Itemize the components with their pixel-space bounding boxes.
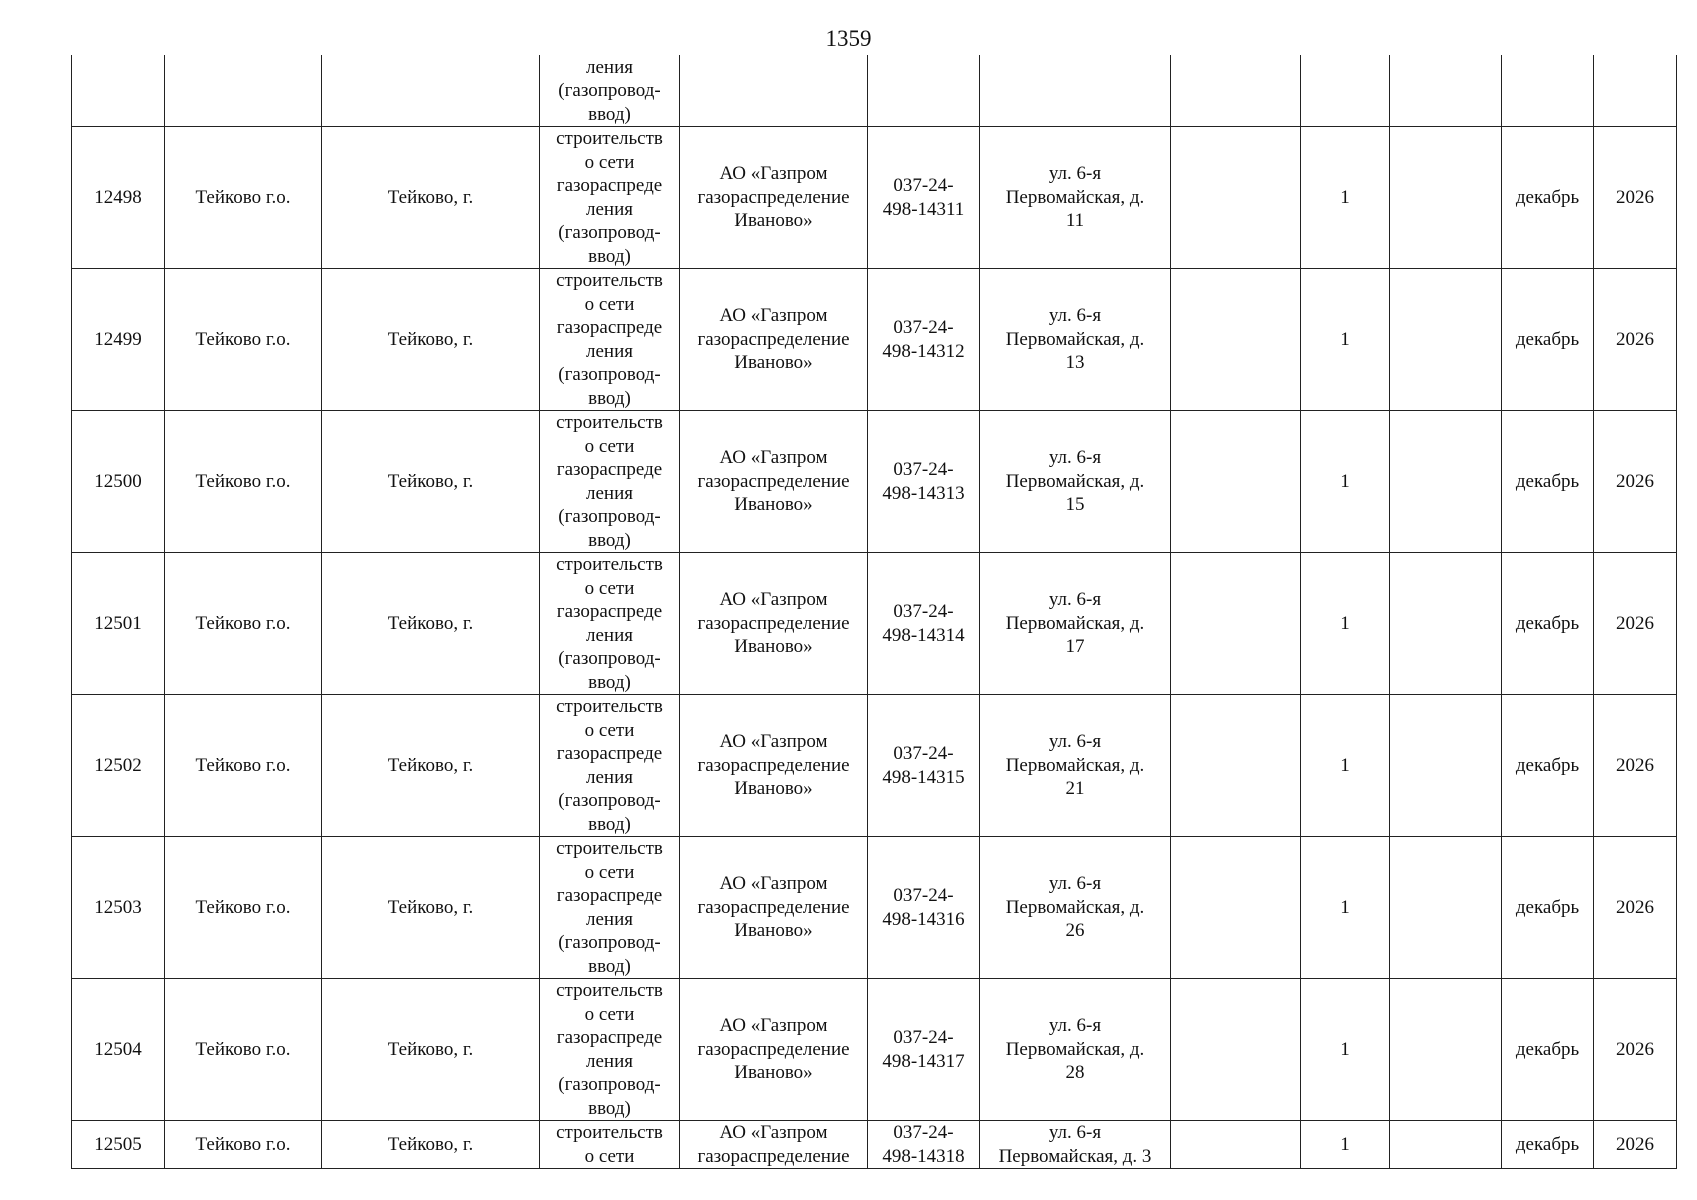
cell-line: Иваново»: [734, 352, 813, 374]
cell-empty: [1390, 553, 1502, 695]
cell-count: 1: [1301, 1121, 1390, 1169]
cell-empty: [1390, 1121, 1502, 1169]
cell-line: строительств: [556, 412, 663, 433]
table-row: [72, 837, 1677, 979]
cell-district: Тейково г.о.: [165, 1121, 322, 1169]
cell-count: 1: [1301, 695, 1390, 837]
cell-line: Первомайская, д. 3: [998, 1145, 1152, 1167]
cell-line: 15: [1065, 494, 1085, 516]
cell-line: 037-24-: [893, 743, 954, 764]
cell-line: ул. 6-я: [1048, 731, 1102, 753]
cell-settlement: Тейково, г.: [322, 269, 540, 411]
cell-work-type: [540, 1121, 680, 1169]
cell-settlement: [322, 55, 540, 127]
cell-line: Первомайская, д.: [1005, 470, 1145, 492]
cell-line: ул. 6-я: [1048, 1122, 1102, 1143]
table-row: [72, 411, 1677, 553]
cell-address: [980, 695, 1171, 837]
cell-line: Иваново»: [734, 1062, 813, 1084]
cell-line: строительств: [556, 554, 663, 575]
work-line: ления: [586, 56, 633, 78]
cell-line: ул. 6-я: [1048, 873, 1102, 895]
cell-line: АО «Газпром: [719, 589, 828, 611]
cell-id: 12504: [72, 979, 165, 1121]
cell-line: ввод): [588, 387, 631, 409]
cell-empty: [1171, 127, 1301, 269]
cell-line: 037-24-: [893, 1122, 954, 1143]
cell-id: 12501: [72, 553, 165, 695]
cell-empty: [1390, 837, 1502, 979]
page-number: 1359: [825, 26, 872, 51]
cell-line: ления: [586, 482, 633, 504]
cell-line: Первомайская, д.: [1005, 328, 1145, 350]
cell-line: газораспреде: [556, 601, 663, 622]
cell-line: строительств: [556, 696, 663, 717]
cell-organization: [680, 1121, 868, 1169]
cell-line: ввод): [588, 529, 631, 551]
cell-line: 17: [1065, 636, 1085, 658]
cell-line: о сети: [584, 293, 635, 315]
cell-empty: [1390, 411, 1502, 553]
cell-line: газораспределение: [697, 328, 850, 350]
cell-line: Первомайская, д.: [1005, 186, 1145, 208]
cell-line: газораспреде: [556, 175, 663, 196]
cell-count: 1: [1301, 553, 1390, 695]
cell-work-type: [540, 127, 680, 269]
work-line: ввод): [588, 103, 631, 125]
cell-organization: [680, 411, 868, 553]
cell-line: газораспреде: [556, 743, 663, 764]
cell-code: [868, 127, 980, 269]
table-row: [72, 553, 1677, 695]
cell-address: [980, 553, 1171, 695]
cell-line: Иваново»: [734, 210, 813, 232]
cell-line: о сети: [584, 577, 635, 599]
table-row-continued: [72, 55, 1677, 127]
cell-line: АО «Газпром: [719, 1015, 828, 1037]
cell-empty: [1171, 269, 1301, 411]
cell-year: 2026: [1594, 127, 1677, 269]
cell-code: [868, 269, 980, 411]
cell-line: строительств: [556, 270, 663, 291]
cell-line: газораспределение: [697, 186, 850, 208]
cell-line: газораспределение: [697, 1145, 850, 1167]
cell-count: [1301, 55, 1390, 127]
cell-address: [980, 127, 1171, 269]
cell-id: 12500: [72, 411, 165, 553]
cell-line: о сети: [584, 151, 635, 173]
cell-address: [980, 269, 1171, 411]
cell-line: газораспреде: [556, 885, 663, 906]
cell-code: [868, 979, 980, 1121]
cell-count: 1: [1301, 269, 1390, 411]
cell-organization: [680, 55, 868, 127]
cell-line: 21: [1065, 778, 1085, 800]
cell-line: о сети: [584, 861, 635, 883]
cell-line: о сети: [584, 435, 635, 457]
cell-line: Первомайская, д.: [1005, 896, 1145, 918]
cell-line: ввод): [588, 671, 631, 693]
cell-district: [165, 55, 322, 127]
cell-work-type: [540, 837, 680, 979]
cell-line: Первомайская, д.: [1005, 612, 1145, 634]
cell-line: Иваново»: [734, 494, 813, 516]
cell-work-type: [540, 979, 680, 1121]
cell-line: 26: [1065, 920, 1085, 942]
cell-code: [868, 553, 980, 695]
cell-settlement: Тейково, г.: [322, 127, 540, 269]
cell-line: 037-24-: [893, 459, 954, 480]
cell-district: Тейково г.о.: [165, 553, 322, 695]
register-body: [72, 55, 1677, 1169]
cell-line: газораспределение: [697, 896, 850, 918]
cell-organization: [680, 979, 868, 1121]
cell-code: [868, 411, 980, 553]
cell-month: декабрь: [1502, 553, 1594, 695]
cell-district: Тейково г.о.: [165, 979, 322, 1121]
cell-line: Иваново»: [734, 920, 813, 942]
cell-line: ул. 6-я: [1048, 163, 1102, 185]
cell-line: 037-24-: [893, 601, 954, 622]
cell-settlement: Тейково, г.: [322, 411, 540, 553]
cell-line: ления: [586, 624, 633, 646]
cell-count: 1: [1301, 979, 1390, 1121]
cell-line: ввод): [588, 1097, 631, 1119]
cell-month: декабрь: [1502, 127, 1594, 269]
cell-line: (газопровод-: [558, 1074, 661, 1095]
cell-month: декабрь: [1502, 695, 1594, 837]
cell-year: 2026: [1594, 269, 1677, 411]
table-row: [72, 695, 1677, 837]
table-row: [72, 1121, 1677, 1169]
cell-month: декабрь: [1502, 837, 1594, 979]
cell-settlement: Тейково, г.: [322, 837, 540, 979]
cell-count: 1: [1301, 837, 1390, 979]
cell-line: газораспреде: [556, 1027, 663, 1048]
cell-line: 13: [1065, 352, 1085, 374]
cell-month: [1502, 55, 1594, 127]
cell-line: АО «Газпром: [719, 873, 828, 895]
cell-line: Первомайская, д.: [1005, 754, 1145, 776]
cell-line: ввод): [588, 245, 631, 267]
cell-work-type: [540, 269, 680, 411]
cell-line: 498-14311: [882, 198, 965, 220]
cell-line: 037-24-: [893, 317, 954, 338]
cell-line: (газопровод-: [558, 790, 661, 811]
cell-line: (газопровод-: [558, 648, 661, 669]
cell-line: строительств: [556, 980, 663, 1001]
cell-settlement: Тейково, г.: [322, 553, 540, 695]
cell-line: газораспределение: [697, 754, 850, 776]
cell-organization: [680, 695, 868, 837]
cell-line: Первомайская, д.: [1005, 1038, 1145, 1060]
cell-line: строительств: [556, 838, 663, 859]
cell-organization: [680, 553, 868, 695]
cell-line: 037-24-: [893, 885, 954, 906]
cell-month: декабрь: [1502, 411, 1594, 553]
cell-line: АО «Газпром: [719, 1122, 828, 1143]
cell-district: Тейково г.о.: [165, 837, 322, 979]
cell-line: АО «Газпром: [719, 305, 828, 327]
cell-year: 2026: [1594, 695, 1677, 837]
cell-year: 2026: [1594, 979, 1677, 1121]
cell-line: ул. 6-я: [1048, 447, 1102, 469]
cell-line: АО «Газпром: [719, 447, 828, 469]
cell-line: ул. 6-я: [1048, 589, 1102, 611]
cell-line: 498-14317: [882, 1050, 965, 1072]
cell-id: 12498: [72, 127, 165, 269]
cell-empty: [1390, 127, 1502, 269]
cell-work-type: [540, 411, 680, 553]
cell-count: 1: [1301, 411, 1390, 553]
table-row: [72, 127, 1677, 269]
cell-empty: [1171, 1121, 1301, 1169]
cell-line: газораспределение: [697, 612, 850, 634]
cell-district: Тейково г.о.: [165, 127, 322, 269]
cell-address: [980, 411, 1171, 553]
cell-line: ления: [586, 908, 633, 930]
cell-line: 11: [1065, 210, 1085, 232]
cell-line: ления: [586, 198, 633, 220]
cell-empty: [1171, 411, 1301, 553]
cell-empty: [1171, 979, 1301, 1121]
cell-line: ул. 6-я: [1048, 305, 1102, 327]
cell-line: 037-24-: [893, 1027, 954, 1048]
register-table: [71, 55, 1677, 1169]
table-row: [72, 979, 1677, 1121]
cell-address: [980, 837, 1171, 979]
cell-line: газораспределение: [697, 1038, 850, 1060]
cell-line: о сети: [584, 719, 635, 741]
cell-line: ввод): [588, 955, 631, 977]
cell-empty: [1171, 695, 1301, 837]
cell-year: [1594, 55, 1677, 127]
cell-line: Иваново»: [734, 636, 813, 658]
cell-year: 2026: [1594, 411, 1677, 553]
cell-organization: [680, 269, 868, 411]
cell-month: декабрь: [1502, 1121, 1594, 1169]
cell-code: [868, 837, 980, 979]
cell-line: строительств: [556, 1122, 663, 1143]
work-line: (газопровод-: [558, 80, 661, 101]
cell-line: 498-14314: [882, 624, 965, 646]
cell-district: Тейково г.о.: [165, 269, 322, 411]
cell-empty: [1171, 837, 1301, 979]
cell-settlement: Тейково, г.: [322, 695, 540, 837]
cell-line: ления: [586, 766, 633, 788]
cell-id: 12502: [72, 695, 165, 837]
cell-address: [980, 55, 1171, 127]
cell-line: о сети: [584, 1003, 635, 1025]
cell-line: 498-14318: [882, 1145, 965, 1167]
cell-line: (газопровод-: [558, 932, 661, 953]
cell-line: газораспреде: [556, 317, 663, 338]
cell-year: 2026: [1594, 837, 1677, 979]
cell-line: о сети: [584, 1145, 635, 1167]
cell-month: декабрь: [1502, 269, 1594, 411]
cell-code: [868, 1121, 980, 1169]
cell-line: газораспреде: [556, 459, 663, 480]
cell-empty: [1390, 695, 1502, 837]
cell-id: 12505: [72, 1121, 165, 1169]
cell-work-type: [540, 553, 680, 695]
cell-line: 498-14312: [882, 340, 965, 362]
cell-line: Иваново»: [734, 778, 813, 800]
cell-district: Тейково г.о.: [165, 411, 322, 553]
cell-line: газораспределение: [697, 470, 850, 492]
cell-line: 498-14316: [882, 908, 965, 930]
cell-line: АО «Газпром: [719, 163, 828, 185]
cell-line: строительств: [556, 128, 663, 149]
cell-line: (газопровод-: [558, 506, 661, 527]
cell-empty: [1390, 269, 1502, 411]
cell-code: [868, 55, 980, 127]
cell-line: АО «Газпром: [719, 731, 828, 753]
cell-line: ул. 6-я: [1048, 1015, 1102, 1037]
cell-year: 2026: [1594, 553, 1677, 695]
cell-settlement: Тейково, г.: [322, 1121, 540, 1169]
cell-line: (газопровод-: [558, 364, 661, 385]
cell-empty: [1390, 979, 1502, 1121]
cell-line: ления: [586, 340, 633, 362]
cell-empty: [1171, 55, 1301, 127]
cell-address: [980, 979, 1171, 1121]
cell-line: 498-14313: [882, 482, 965, 504]
cell-line: 498-14315: [882, 766, 965, 788]
cell-district: Тейково г.о.: [165, 695, 322, 837]
cell-id: [72, 55, 165, 127]
cell-settlement: Тейково, г.: [322, 979, 540, 1121]
cell-line: 28: [1065, 1062, 1085, 1084]
cell-work-type: [540, 695, 680, 837]
cell-id: 12499: [72, 269, 165, 411]
cell-organization: [680, 837, 868, 979]
cell-code: [868, 695, 980, 837]
cell-empty: [1171, 553, 1301, 695]
cell-line: 037-24-: [893, 175, 954, 196]
cell-line: (газопровод-: [558, 222, 661, 243]
cell-line: ления: [586, 1050, 633, 1072]
cell-count: 1: [1301, 127, 1390, 269]
cell-month: декабрь: [1502, 979, 1594, 1121]
cell-work-type: [540, 55, 680, 127]
cell-year: 2026: [1594, 1121, 1677, 1169]
cell-empty: [1390, 55, 1502, 127]
cell-id: 12503: [72, 837, 165, 979]
table-row: [72, 269, 1677, 411]
cell-organization: [680, 127, 868, 269]
cell-address: [980, 1121, 1171, 1169]
cell-line: ввод): [588, 813, 631, 835]
